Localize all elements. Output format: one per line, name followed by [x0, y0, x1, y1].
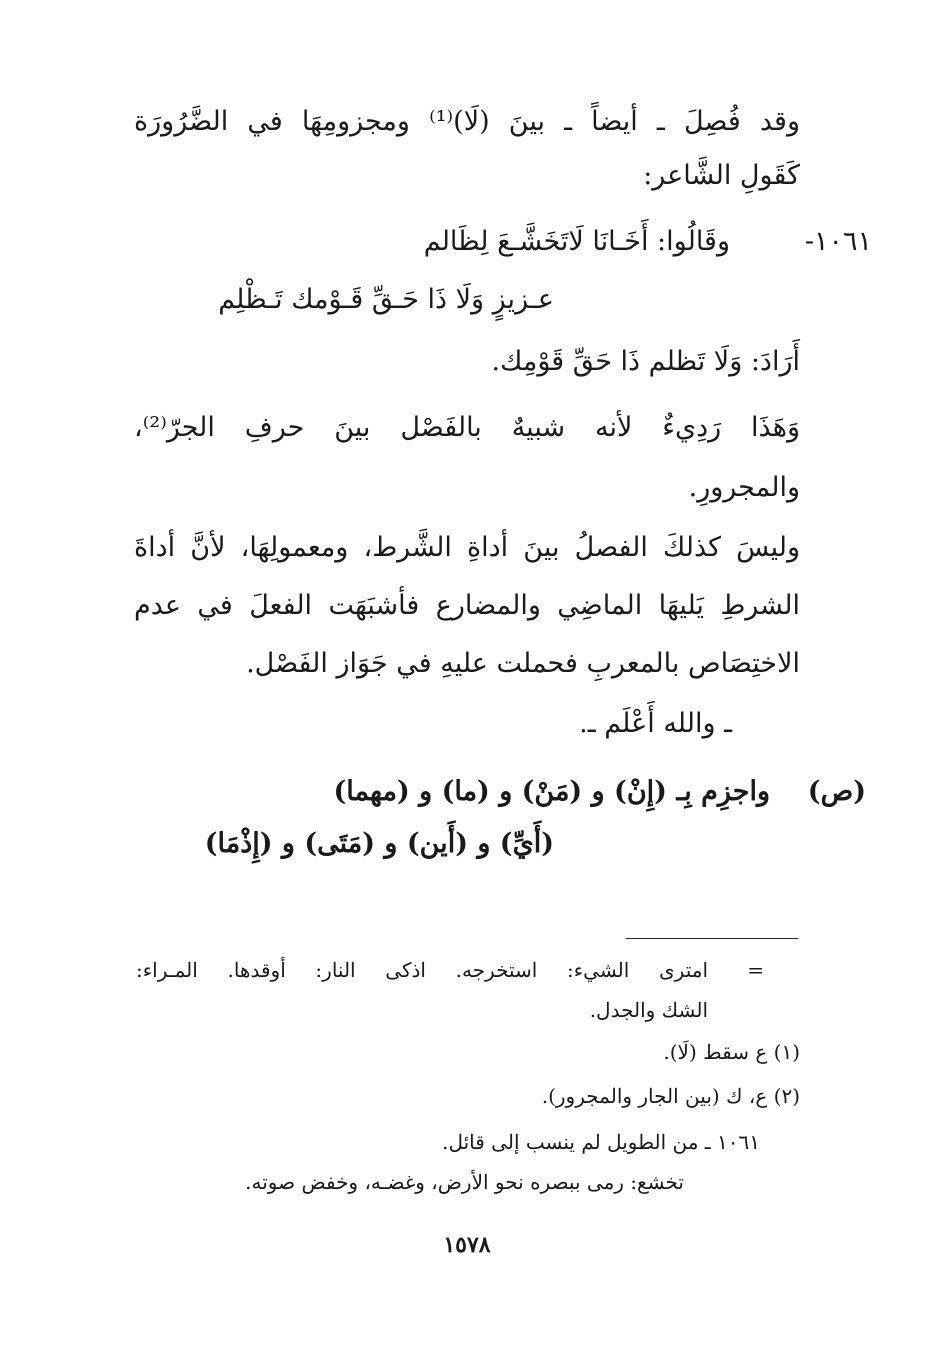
- paragraph-1-line-1: وقد فُصِلَ ـ أيضاً ـ بينَ (لَا)⁽¹⁾ ومجزومِهَا في الضَّرُورَة: [134, 106, 800, 137]
- footnote-continuation-line-2: الشك والجدل.: [589, 998, 708, 1022]
- footnote-1: (١) ع سقط (لَا).: [663, 1040, 800, 1064]
- matn-line-1: واجزِم بِـ (إِنْ) و (مَنْ) و (ما) و (مهما): [333, 776, 770, 807]
- paragraph-3-line-3: الاختِصَاص بالمعربِ فحملت عليهِ في جَوَاز الفَصْل.: [246, 648, 800, 679]
- footnote-3-line-2: تخشع: رمى ببصره نحو الأرض، وغضـه، وخفض صوته.: [245, 1170, 684, 1194]
- footnote-separator: [626, 938, 798, 939]
- page-number: ١٥٧٨: [443, 1232, 491, 1258]
- verse-hemistich-1: وقَالُوا: أَخَـانَا لَاتَخَشَّـعَ لِظَالم: [423, 226, 730, 257]
- verse-number: ١٠٦١-: [804, 226, 872, 257]
- closing-phrase: ـ والله أَعْلَم ـ.: [579, 708, 732, 739]
- paragraph-2-line-1: وَهَذَا رَدِيءٌ لأنه شبيهٌ بالفَصْل بينَ حرفِ الجرّ⁽²⁾،: [134, 412, 800, 443]
- verse-hemistich-2: عـزيزٍ وَلَا ذَا حَـقِّ قَـوْمك تَـظْلِم: [218, 284, 554, 315]
- matn-marker: (ص): [807, 776, 866, 807]
- paragraph-2-line-2: والمجرورِ.: [688, 472, 800, 503]
- paragraph-1-line-2: كَقَولِ الشَّاعر:: [643, 160, 800, 191]
- paragraph-3-line-2: الشرطِ يَليهَا الماضِي والمضارع فأشبَهَت الفعلَ في عدم: [134, 590, 800, 621]
- footnote-2: (٢) ع، ك (بين الجار والمجرور).: [541, 1084, 800, 1108]
- explanation-line: أَرَادَ: وَلَا تَظلم ذَا حَقِّ قَوْمِك.: [491, 346, 800, 377]
- footnote-continuation-marker: =: [747, 958, 764, 982]
- paragraph-3-line-1: وليسَ كذلكَ الفصلُ بينَ أداةِ الشَّرط، ومعمولِهَا، لأنَّ أداةَ: [134, 532, 800, 563]
- footnote-3-line-1: ١٠٦١ ـ من الطويل لم ينسب إلى قائل.: [442, 1130, 760, 1154]
- footnote-continuation-line-1: امترى الشيء: استخرجه. اذكى النار: أوقدها. المـراء:: [136, 958, 708, 982]
- matn-line-2: (أَيِّ) و (أَين) و (مَتَى) و (إِذْمَا): [204, 828, 554, 859]
